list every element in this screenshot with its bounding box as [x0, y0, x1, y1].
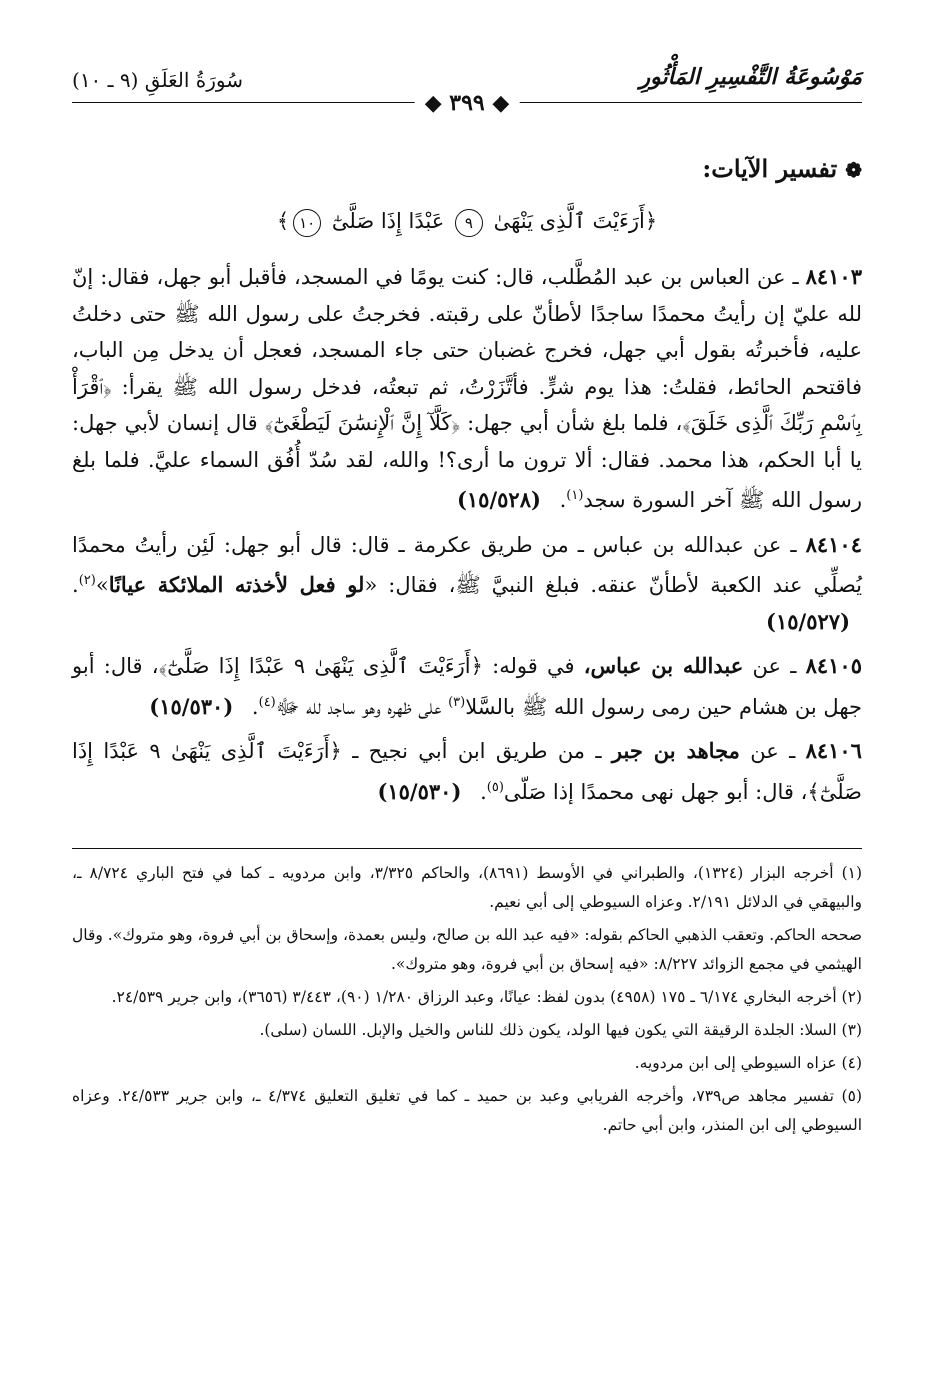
- hadith-entry: ٨٤١٠٥ ـ عن عبدالله بن عباس، في قوله: ﴿أَرَءَيْتَ ٱلَّذِى يَنْهَىٰ ٩ عَبْدًا إِذَا صَلَّىٰٓ﴾، قال: أبو جهل بن هشام حين رمى رسول الله ﷺ بالسَّلا$^{(٣)}$ على ظهره وهو ساجد لله ﷻ$^{(٤)}$. (١٥/٥٣٠): [72, 653, 862, 719]
- entry-bold-text: لو فعل لأخذته الملائكة عيانًا: [108, 572, 365, 597]
- flower-icon: ❁: [845, 158, 862, 182]
- footnote-marker: (١): [566, 488, 584, 503]
- page: [72, 40, 862, 1343]
- entry-text: في قوله: ﴿أَرَءَيْتَ ٱلَّذِى يَنْهَىٰ ٩ عَبْدًا إِذَا صَلَّىٰٓ﴾، قال: أبو جهل بن هشام حين رمى رسول الله ﷺ بالسَّلا: [72, 654, 862, 719]
- ayah-number-badge: ١٠: [293, 209, 321, 237]
- ayah-number-badge: ٩: [455, 209, 483, 237]
- footnote: صححه الحاكم. وتعقب الذهبي الحاكم بقوله: «فيه عبد الله بن صالح، وليس بعمدة، وإسحاق بن أبي فروة، وهو متروك». وقال الهيثمي في مجمع الزوائد ٨/٢٢٧: «فيه إسحاق بن أبي فروة، وهو متروك».: [72, 926, 862, 973]
- footnote: (٣) السلا: الجلدة الرقيقة التي يكون فيها الولد، يكون ذلك للناس والخيل والإبل. اللسان (سلى).: [259, 1021, 862, 1039]
- volume-reference: (١٥/٥٢٨): [456, 487, 541, 512]
- volume-reference: (١٥/٥٢٧): [766, 608, 850, 634]
- volume-reference: (١٥/٥٣٠): [149, 693, 234, 719]
- book-title: مَوْسُوعَةُ التَّفْسِيرِ المَأْثُورِ: [639, 64, 862, 90]
- entry-text: ـ عن العباس بن عبد المُطَّلب، قال: كنت يومًا في المسجد، فأقبل أبو جهل، فقال: إنّ لله عليّ إن رأيتُ محمدًا ساجدًا لأطأنّ على رقبته. فخرجتُ على رسول الله ﷺ حتى دخلتُ عليه، فأخبرتُه بقول أبي جهل، فخرج غضبان حتى جاء المسجد، فعجل أن يدخل مِن الباب، فاقتحم الحائط، فقلتُ: هذا يوم شرٍّ. فأتَّزَرْتُ، ثم تبعتُه، فدخل رسول الله ﷺ يقرأ: ﴿ٱقْرَأْ بِٱسْمِ رَبِّكَ ٱلَّذِى خَلَقَ﴾، فلما بلغ شأن أبي جهل: ﴿كَلَّآ إِنَّ ٱلْإِنسَٰنَ لَيَطْغَىٰٓ﴾ قال إنسان لأبي جهل: يا أبا الحكم، هذا محمد. فقال: ألا ترون ما أرى؟! والله، لقد سُدّ أُفُق السماء عليَّ. فلما بلغ رسول الله ﷺ آخر السورة سجد: [72, 265, 862, 512]
- footnote-marker: (٢): [78, 573, 96, 588]
- entry-number: ٨٤١٠٣: [805, 264, 862, 289]
- entry-bold-text: عبدالله بن عباس،: [583, 653, 744, 678]
- footnote-marker: (٥): [486, 779, 504, 795]
- footnote-marker: (٣): [448, 694, 466, 710]
- footnote-separator: [72, 848, 862, 849]
- entry-text: ـ من طريق ابن أبي نجيح ـ ﴿أَرَءَيْتَ ٱلَّذِى يَنْهَىٰ ٩ عَبْدًا إِذَا صَلَّىٰٓ﴾، قال: أبو جهل نهى محمدًا إذا صَلّى: [72, 739, 862, 804]
- volume-reference: (١٥/٥٣٠): [377, 778, 462, 804]
- entry-number: ٨٤١٠٥: [805, 653, 862, 678]
- hadith-entry: ٨٤١٠٤ ـ عن عبدالله بن عباس ـ من طريق عكرمة ـ قال: قال أبو جهل: لَئِن رأيتُ محمدًا يُصلِّي عند الكعبة لأطأنّ عنقه. فبلغ النبيَّ ﷺ، فقال: «لو فعل لأخذته الملائكة عيانًا»$^{(٢)}$. (١٥/٥٢٧): [72, 531, 863, 634]
- footnote: (٥) تفسير مجاهد ص٧٣٩، وأخرجه الفريابي وعبد بن حميد ـ كما في تغليق التعليق ٤/٣٧٤ ـ، وابن جرير ٢٤/٥٣٣. وعزاه السيوطي إلى ابن المنذر، وابن أبي حاتم.: [72, 1087, 862, 1134]
- running-header: [72, 40, 862, 116]
- hadith-entry: ٨٤١٠٦ ـ عن مجاهد بن جبر ـ من طريق ابن أبي نجيح ـ ﴿أَرَءَيْتَ ٱلَّذِى يَنْهَىٰ ٩ عَبْدًا إِذَا صَلَّىٰٓ﴾، قال: أبو جهل نهى محمدًا إذا صَلّى$^{(٥)}$. (١٥/٥٣٠): [72, 738, 862, 804]
- entry-bold-text: مجاهد بن جبر: [611, 738, 740, 763]
- surah-range: سُورَةُ العَلَقِ (٩ ـ ١٠): [72, 68, 243, 92]
- entry-number: ٨٤١٠٤: [805, 531, 862, 557]
- quran-verse: ﴿أَرَءَيْتَ ٱلَّذِى يَنْهَىٰ ٩ عَبْدًا إِذَا صَلَّىٰٓ ١٠﴾: [72, 209, 862, 237]
- footnote: (١) أخرجه البزار (١٣٢٤)، والطبراني في الأوسط (٨٦٩١)، والحاكم ٣/٣٢٥، وابن مردويه ـ كما في فتح الباري ٨/٧٢٤ ـ، والبيهقي في الدلائل ٢/١٩١. وعزاه السيوطي إلى أبي نعيم.: [72, 864, 863, 911]
- hadith-entry: ٨٤١٠٣ ـ عن العباس بن عبد المُطَّلب، قال: كنت يومًا في المسجد، فأقبل أبو جهل، فقال: إنّ لله عليّ إن رأيتُ محمدًا ساجدًا لأطأنّ على رقبته. فخرجتُ على رسول الله ﷺ حتى دخلتُ عليه، فأخبرتُه بقول أبي جهل، فخرج غضبان حتى جاء المسجد، فعجل أن يدخل مِن الباب، فاقتحم الحائط، فقلتُ: هذا يوم شرٍّ. فأتَّزَرْتُ، ثم تبعتُه، فدخل رسول الله ﷺ يقرأ: ﴿ٱقْرَأْ بِٱسْمِ رَبِّكَ ٱلَّذِى خَلَقَ﴾، فلما بلغ شأن أبي جهل: ﴿كَلَّآ إِنَّ ٱلْإِنسَٰنَ لَيَطْغَىٰٓ﴾ قال إنسان لأبي جهل: يا أبا الحكم، هذا محمد. فقال: ألا ترون ما أرى؟! والله، لقد سُدّ أُفُق السماء عليَّ. فلما بلغ رسول الله ﷺ آخر السورة سجد$^{(١)}$. (١٥/٥٢٨): [72, 264, 862, 512]
- page-number: ◆ ٣٩٩ ◆: [415, 90, 520, 116]
- footnotes: [72, 859, 862, 1140]
- entry-number: ٨٤١٠٦: [805, 738, 862, 763]
- entry-text: ـ عن عبدالله بن عباس ـ من طريق عكرمة ـ قال: قال أبو جهل: لَئِن رأيتُ محمدًا يُصلِّي عند الكعبة لأطأنّ عنقه. فبلغ النبيَّ ﷺ، فقال: «: [72, 532, 863, 597]
- footnote: (٢) أخرجه البخاري ٦/١٧٤ ـ ١٧٥ (٤٩٥٨) بدون لفظ: عيانًا، وعبد الرزاق ١/٢٨٠ (٩٠)، ٣/٤٤٣ (٣٦٥٦)، وابن جرير ٢٤/٥٣٩.: [111, 988, 862, 1006]
- footnote: (٤) عزاه السيوطي إلى ابن مردويه.: [634, 1054, 862, 1072]
- footnote-marker: (٤): [258, 694, 276, 710]
- section-title: ❁تفسير الآيات:: [702, 154, 862, 183]
